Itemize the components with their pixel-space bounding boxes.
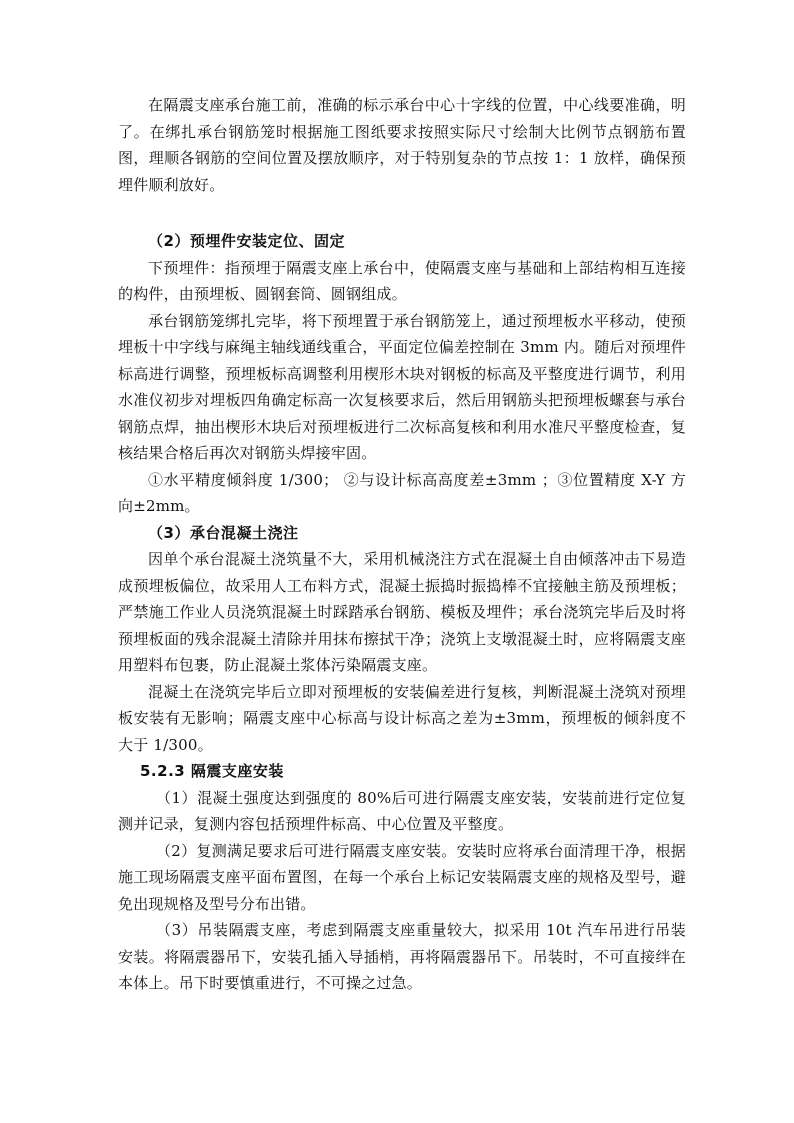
section-heading-concrete-pouring: （3）承台混凝土浇注 xyxy=(148,523,299,542)
document-page xyxy=(118,92,686,997)
section-heading-embedded-parts: （2）预埋件安装定位、固定 xyxy=(148,232,345,250)
paragraph-install-step-3: （3）吊装隔震支座，考虑到隔震支座重量较大，拟采用 10t 汽车吊进行吊装安装。将隔震器吊下，安装孔插入导插梢，再将隔震器吊下。吊装时，不可直接绊在本体上。吊下时要慎重进行，不可操之过急。 xyxy=(118,921,686,992)
paragraph-install-step-1: （1）混凝土强度达到强度的 80%后可进行隔震支座安装，安装前进行定位复测并记录，复测内容包括预埋件标高、中心位置及平整度。 xyxy=(118,788,686,833)
paragraph-embedded-positioning: 承台钢筋笼绑扎完毕，将下预埋置于承台钢筋笼上，通过预埋板水平移动，使预埋板十中字线与麻绳主轴线通线重合，平面定位偏差控制在 3mm 内。随后对预埋件标高进行调整，预埋板标高调整利用楔形木块对钢板的标高及平整度进行调节，利用水准仪初步对埋板四角确定标高一次复核要求后，然后用钢筋头把预埋板螺套与承台钢筋点焊，抽出楔形木块后对预埋板进行二次标高复核和利用水准尺平整度检查，复核结果合格后再次对钢筋头焊接牢固。 xyxy=(118,311,686,462)
intro-paragraph: 在隔震支座承台施工前，准确的标示承台中心十字线的位置，中心线要准确，明了。在绑扎承台钢筋笼时根据施工图纸要求按照实际尺寸绘制大比例节点钢筋布置图，理顺各钢筋的空间位置及摆放顺序，对于特别复杂的节点按 1：1 放样，确保预埋件顺利放好。 xyxy=(118,96,686,194)
paragraph-pouring-method: 因单个承台混凝土浇筑量不大，采用机械浇注方式在混凝土自由倾落冲击下易造成预埋板偏位，故采用人工布料方式，混凝土振捣时振捣棒不宜接触主筋及预埋板；严禁施工作业人员浇筑混凝土时踩踏承台钢筋、模板及埋件；承台浇筑完毕后及时将预埋板面的残余混凝土清除并用抹布擦拭干净；浇筑上支墩混凝土时，应将隔震支座用塑料布包裹，防止混凝土浆体污染隔震支座。 xyxy=(118,550,686,674)
section-heading-bearing-installation: 5.2.3 隔震支座安装 xyxy=(140,762,284,780)
paragraph-install-step-2: （2）复测满足要求后可进行隔震支座安装。安装时应将承台面清理干净，根据施工现场隔震支座平面布置图，在每一个承台上标记安装隔震支座的规格及型号，避免出现规格及型号分布出错。 xyxy=(118,841,686,913)
spacer xyxy=(118,198,686,224)
paragraph-pouring-recheck: 混凝土在浇筑完毕后立即对预埋板的安装偏差进行复核，判断混凝土浇筑对预埋板安装有无影响；隔震支座中心标高与设计标高之差为±3mm，预埋板的倾斜度不大于 1/300。 xyxy=(118,682,686,754)
paragraph-embedded-definition: 下预埋件：指预埋于隔震支座上承台中，使隔震支座与基础和上部结构相互连接的构件，由预埋板、圆钢套筒、圆钢组成。 xyxy=(118,258,686,303)
paragraph-tolerances: ①水平精度倾斜度 1/300； ②与设计标高高度差±3mm ；③位置精度 X-Y 方向±2mm。 xyxy=(118,470,686,515)
